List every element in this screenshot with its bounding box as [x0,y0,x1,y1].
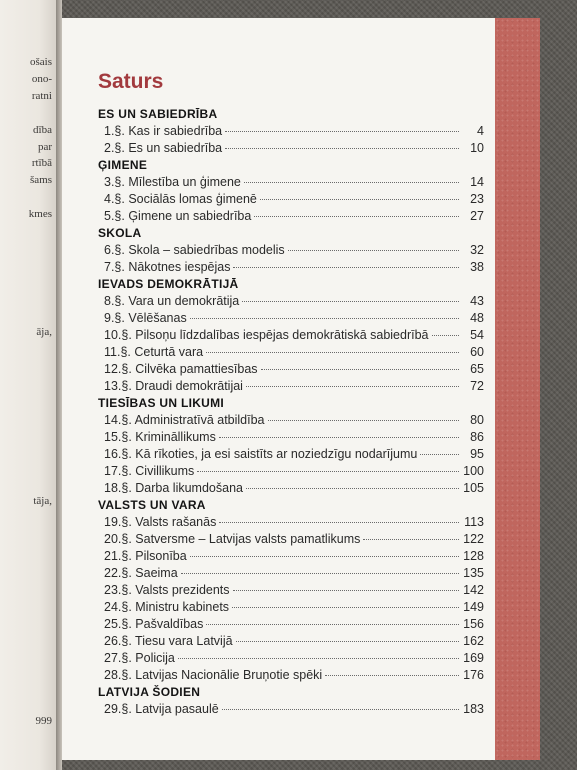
toc-entry-page-number: 23 [470,192,484,206]
toc-entry-page-number: 183 [463,702,484,716]
section-header: LATVIJA ŠODIEN [98,685,201,699]
toc-entry-title: 9.§. Vēlēšanas [104,311,187,325]
left-page-text: ošais [30,56,52,68]
toc-entry-page-number: 14 [470,175,484,189]
toc-entry [98,616,484,633]
toc-entry-page-number: 80 [470,413,484,427]
toc-entry-page-number: 60 [470,345,484,359]
left-page-text: kmes [28,208,52,221]
section-header: ĢIMENE [98,158,148,172]
section-header: IEVADS DEMOKRĀTIJĀ [98,277,239,291]
section-header: ES UN SABIEDRĪBA [98,107,218,121]
toc-entry-page-number: 105 [463,481,484,495]
dot-leader [420,454,459,455]
toc-entry-page-number: 43 [470,294,484,308]
toc-entry-title: 14.§. Administratīvā atbildība [104,413,265,427]
left-page-edge [0,0,56,770]
toc-entry [98,344,484,361]
toc-entry-page-number: 95 [470,447,484,461]
dot-leader [233,267,459,268]
toc-entry [98,191,484,208]
toc-entry-page-number: 135 [463,566,484,580]
toc-entry-page-number: 27 [470,209,484,223]
toc-entry-title: 7.§. Nākotnes iespējas [104,260,231,274]
dot-leader [190,556,459,557]
dot-leader [206,624,459,625]
dot-leader [178,658,459,659]
dot-leader [219,437,459,438]
left-page-text: dība [33,123,52,136]
toc-entry-title: 2.§. Es un sabiedrība [104,141,223,155]
toc-entry-title: 18.§. Darba likumdošana [104,481,243,495]
toc-entry-title: 17.§. Civillikums [104,464,195,478]
toc-entry-title: 5.§. Ģimene un sabiedrība [104,209,252,223]
toc-entry-title: 28.§. Latvijas Nacionālie Bruņotie spēki [104,668,323,682]
dot-leader [432,335,460,336]
left-page-text: 999 [35,715,52,728]
toc-entry-page-number: 38 [470,260,484,274]
toc-entry-page-number: 176 [463,668,484,682]
left-page-text: tāja, [33,495,52,508]
toc-entry-title: 20.§. Satversme – Latvijas valsts pamatlikums [104,532,361,546]
toc-entry [98,293,484,310]
toc-entry [98,599,484,616]
dot-leader [190,318,459,319]
section-header: TIESĪBAS UN LIKUMI [98,396,225,410]
toc-entry [98,531,484,548]
dot-leader [232,607,459,608]
toc-entry-title: 27.§. Policija [104,651,175,665]
toc-entry [98,565,484,582]
contents-page [62,18,540,760]
toc-entry [98,650,484,667]
toc-entry-title: 11.§. Ceturtā vara [104,345,204,359]
left-page-text: ratni [31,89,52,102]
toc-entry-title: 13.§. Draudi demokrātijai [104,379,243,393]
dot-leader [242,301,459,302]
toc-entry-page-number: 162 [463,634,484,648]
toc-entry-title: 12.§. Cilvēka pamattiesības [104,362,258,376]
dot-leader [268,420,459,421]
toc-entry-page-number: 54 [470,328,484,342]
left-page-text: rtībā [31,157,52,170]
dot-leader [325,675,459,676]
dot-leader [260,199,459,200]
toc-entry [98,174,484,191]
toc-entry-page-number: 86 [470,430,484,444]
toc-entry [98,548,484,565]
toc-entry-title: 29.§. Latvija pasaulē [104,702,219,716]
dot-leader [222,709,459,710]
table-of-contents [98,106,484,718]
toc-entry [98,361,484,378]
toc-entry-page-number: 65 [470,362,484,376]
toc-entry [98,429,484,446]
toc-entry [98,140,484,157]
toc-entry [98,514,484,531]
dot-leader [363,539,459,540]
left-page-text: āja, [36,326,52,339]
toc-entry [98,259,484,276]
dot-leader [254,216,459,217]
toc-entry-page-number: 169 [463,651,484,665]
dot-leader [246,386,459,387]
toc-entry-page-number: 156 [463,617,484,631]
toc-entry-page-number: 128 [463,549,484,563]
dot-leader [225,131,459,132]
dot-leader [236,641,459,642]
toc-entry [98,327,484,344]
dot-leader [197,471,459,472]
toc-entry-title: 6.§. Skola – sabiedrības modelis [104,243,285,257]
toc-entry-page-number: 32 [470,243,484,257]
dot-leader [219,522,459,523]
toc-entry-title: 23.§. Valsts prezidents [104,583,230,597]
toc-entry-page-number: 10 [470,141,484,155]
dot-leader [288,250,459,251]
toc-entry-title: 22.§. Saeima [104,566,178,580]
toc-entry-title: 25.§. Pašvaldības [104,617,204,631]
toc-entry-page-number: 142 [463,583,484,597]
left-page-text: šams [30,174,52,187]
dot-leader [225,148,459,149]
toc-entry-title: 19.§. Valsts rašanās [104,515,217,529]
toc-entry [98,310,484,327]
toc-entry-title: 10.§. Pilsoņu līdzdalības iespējas demokrātiskā sabiedrībā [104,328,429,342]
left-page-text: ono- [31,72,52,85]
toc-entry-title: 24.§. Ministru kabinets [104,600,230,614]
toc-entry [98,480,484,497]
page-title: Saturs [98,70,164,93]
section-header: VALSTS UN VARA [98,498,206,512]
dot-leader [181,573,459,574]
toc-entry-page-number: 72 [470,379,484,393]
dot-leader [244,182,459,183]
dot-leader [246,488,459,489]
toc-entry [98,123,484,140]
toc-entry [98,633,484,650]
toc-entry [98,582,484,599]
toc-entry-title: 26.§. Tiesu vara Latvijā [104,634,233,648]
toc-entry [98,208,484,225]
toc-entry [98,667,484,684]
toc-entry-title: 15.§. Krimināllikums [104,430,216,444]
toc-entry-page-number: 149 [463,600,484,614]
dot-leader [206,352,459,353]
toc-entry-page-number: 4 [477,124,484,138]
toc-entry-title: 1.§. Kas ir sabiedrība [104,124,223,138]
toc-entry-title: 4.§. Sociālās lomas ģimenē [104,192,257,206]
toc-entry-page-number: 48 [470,311,484,325]
toc-entry [98,701,484,718]
left-page-text: par [37,140,52,153]
toc-entry-page-number: 100 [463,464,484,478]
dot-leader [233,590,459,591]
toc-entry-title: 21.§. Pilsonība [104,549,187,563]
toc-entry-page-number: 113 [464,515,484,529]
toc-entry [98,446,484,463]
toc-entry-title: 16.§. Kā rīkoties, ja esi saistīts ar noziedzīgu nodarījumu [104,447,418,461]
toc-entry-title: 3.§. Mīlestība un ģimene [104,175,241,189]
toc-entry [98,412,484,429]
toc-entry-page-number: 122 [463,532,484,546]
toc-entry [98,242,484,259]
section-header: SKOLA [98,226,142,240]
decorative-red-band [495,18,540,760]
dot-leader [261,369,459,370]
toc-entry [98,378,484,395]
toc-entry-title: 8.§. Vara un demokrātija [104,294,240,308]
toc-entry [98,463,484,480]
